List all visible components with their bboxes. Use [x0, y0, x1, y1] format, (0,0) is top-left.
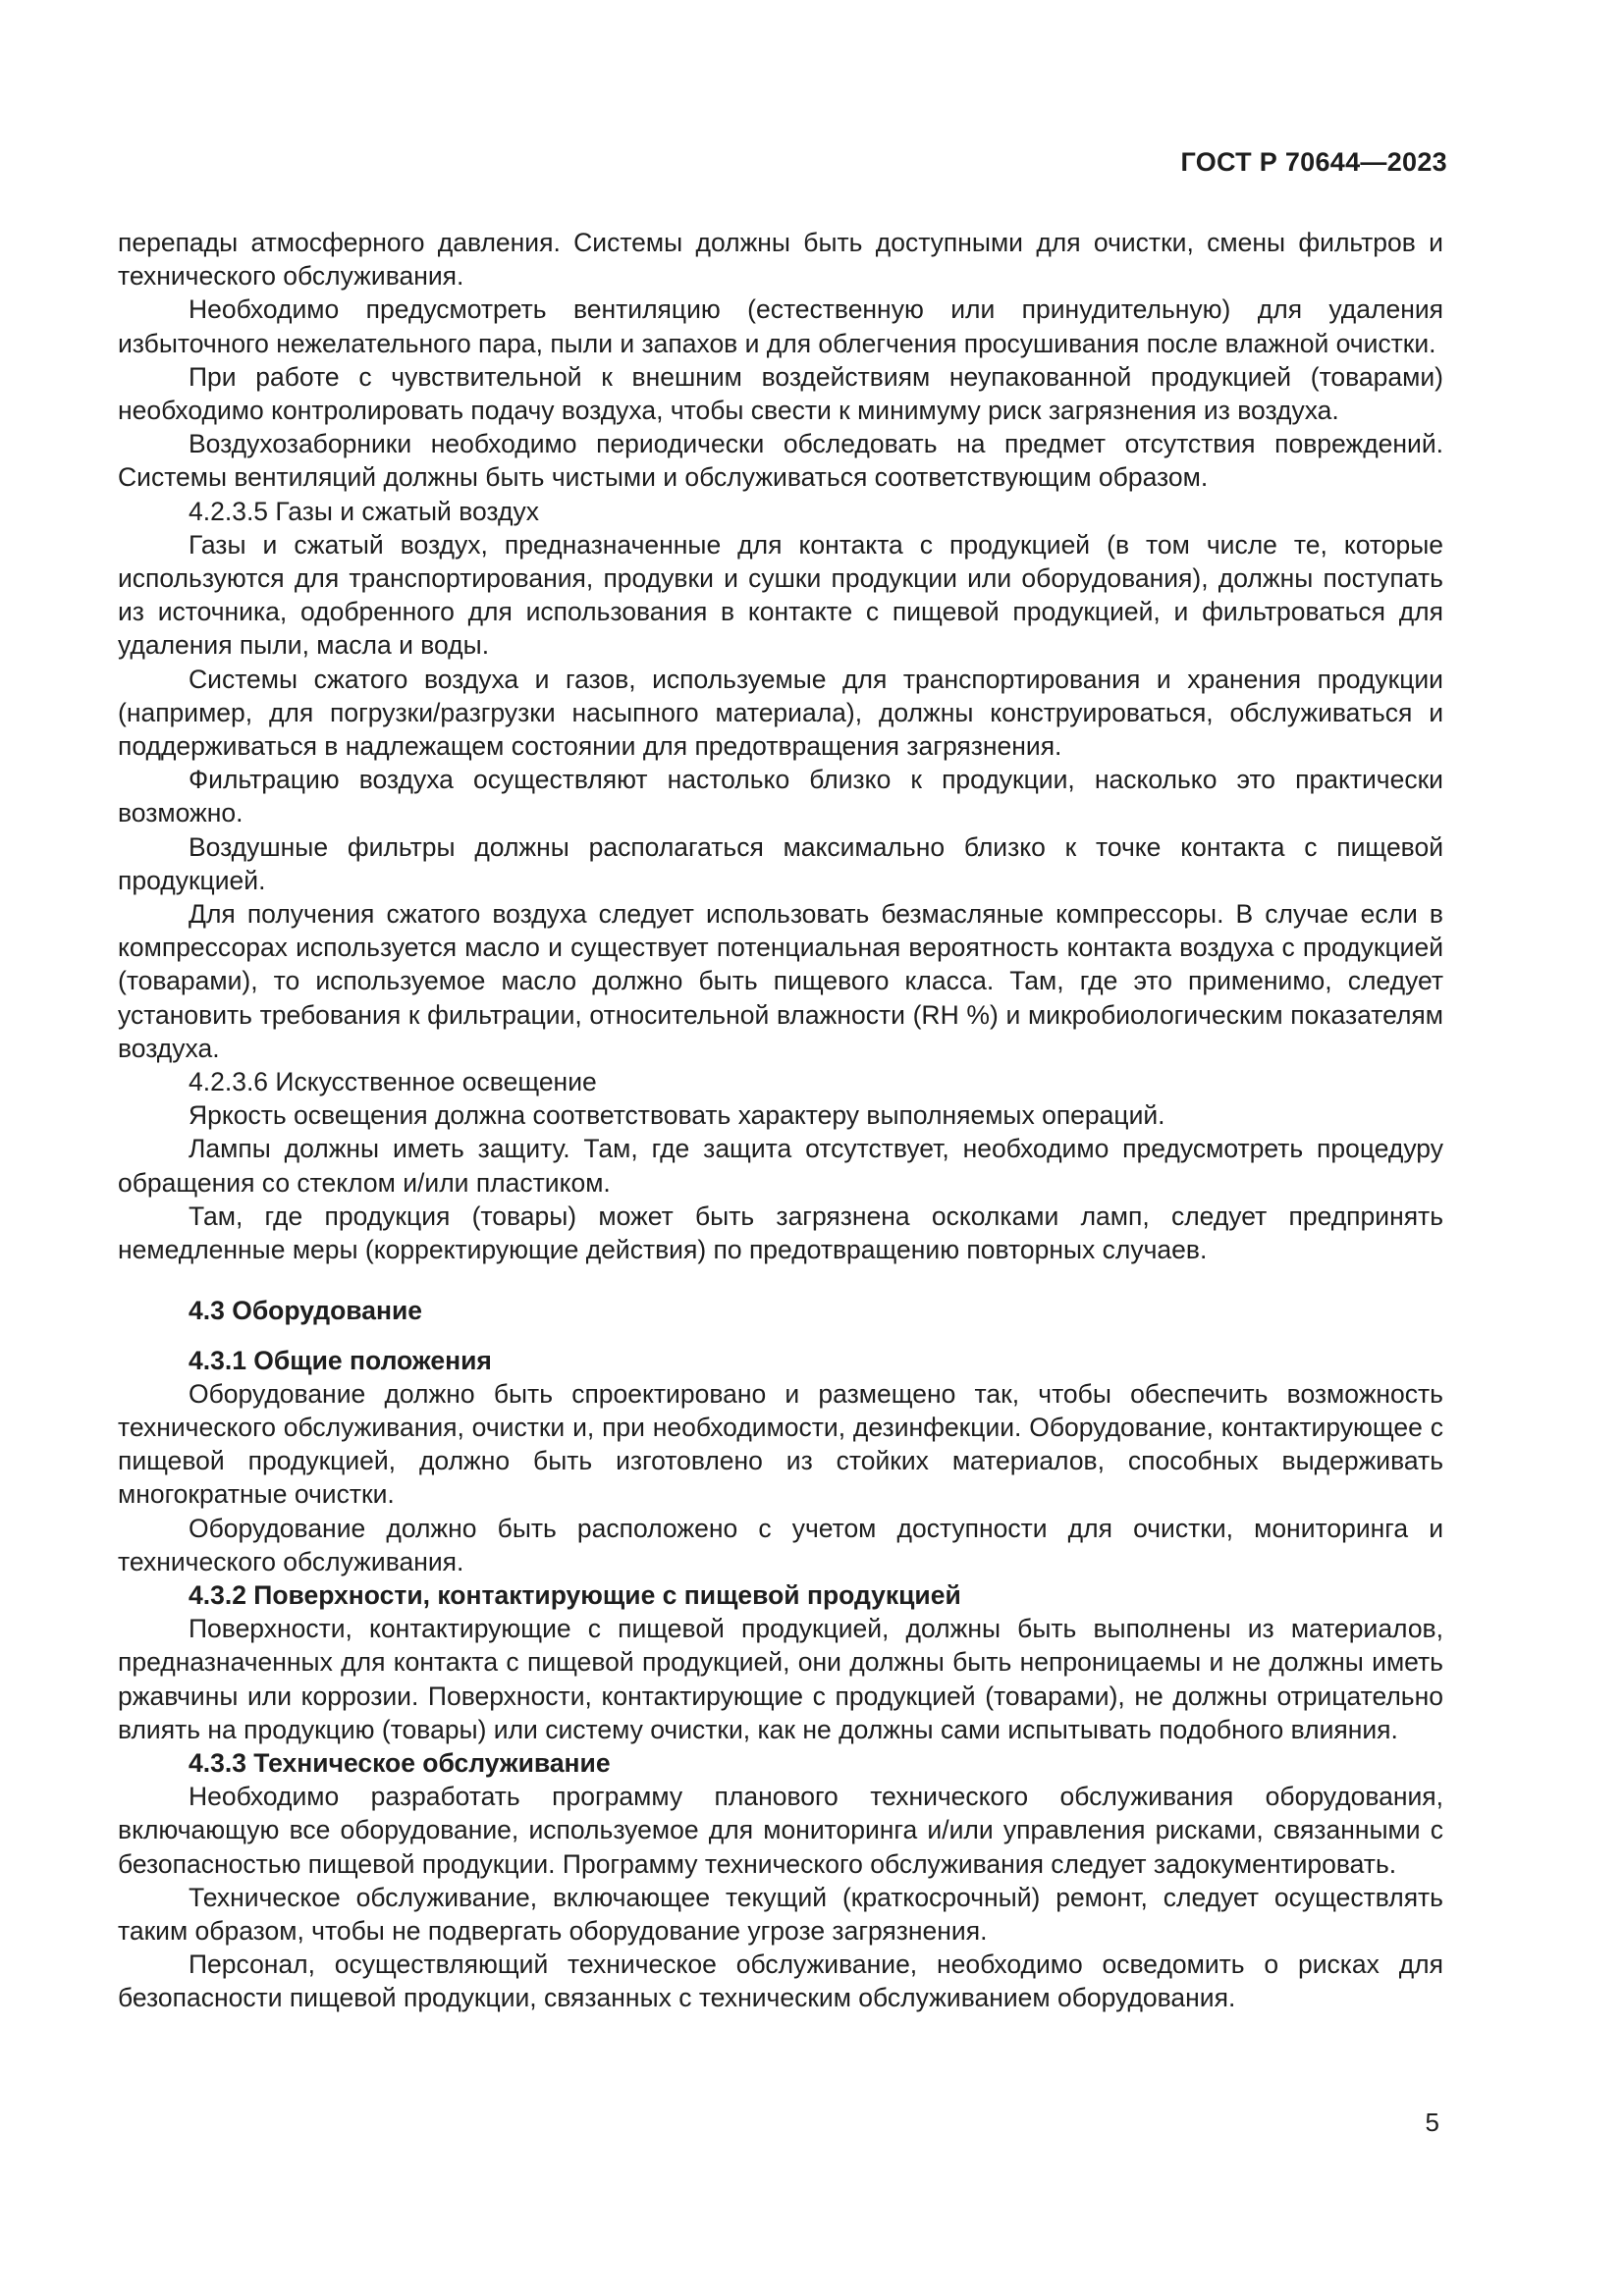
paragraph: Системы сжатого воздуха и газов, используемые для транспортирования и хранения продукции (например, для погрузки/разгрузки насыпного материала), должны конструироваться, обслуживаться и поддерживаться в надлежащем состоянии для предотвращения загрязнения.: [118, 664, 1443, 762]
paragraph: Техническое обслуживание, включающее текущий (краткосрочный) ремонт, следует осуществлять таким образом, чтобы не подвергать оборудование угрозе загрязнения.: [118, 1882, 1443, 1946]
subsection-heading-4-3-1: 4.3.1 Общие положения: [189, 1345, 492, 1375]
paragraph: Для получения сжатого воздуха следует использовать безмасляные компрессоры. В случае если в компрессорах используется масло и существует потенциальная вероятность контакта воздуха с продукцией (товарами), то используемое масло должно быть пищевого класса. Там, где это применимо, следует установить требования к фильтрации, относительной влажности (RH %) и микробиологическим показателям воздуха.: [118, 899, 1443, 1063]
paragraph: перепады атмосферного давления. Системы должны быть доступными для очистки, смены фильтров и технического обслуживания.: [118, 228, 1443, 292]
document-code-header: ГОСТ Р 70644—2023: [1180, 147, 1447, 177]
paragraph: Поверхности, контактирующие с пищевой продукцией, должны быть выполнены из материалов, предназначенных для контакта с пищевой продукцией, они должны быть непроницаемы и не должны иметь ржавчины или коррозии. Поверхности, контактирующие с продукцией (товарами), не должны отрицательно влиять на продукцию (товары) или систему очистки, как не должны сами испытывать подобного влияния.: [118, 1614, 1443, 1744]
section-heading-4-3: 4.3 Оборудование: [189, 1296, 423, 1326]
subsection-heading-4-3-2: 4.3.2 Поверхности, контактирующие с пищевой продукцией: [189, 1579, 961, 1610]
paragraph: Необходимо разработать программу планового технического обслуживания оборудования, включающую все оборудование, используемое для мониторинга и/или управления рисками, связанными с безопасностью пищевой продукции. Программу технического обслуживания следует задокументировать.: [118, 1782, 1443, 1879]
paragraph: Оборудование должно быть расположено с учетом доступности для очистки, мониторинга и технического обслуживания.: [118, 1513, 1443, 1576]
paragraph: Лампы должны иметь защиту. Там, где защита отсутствует, необходимо предусмотреть процедуру обращения со стеклом и/или пластиком.: [118, 1134, 1443, 1198]
paragraph: Воздухозаборники необходимо периодически обследовать на предмет отсутствия повреждений. Системы вентиляций должны быть чистыми и обслуживаться соответствующим образом.: [118, 429, 1443, 493]
page-number: 5: [1425, 2108, 1439, 2137]
paragraph: Яркость освещения должна соответствовать характеру выполняемых операций.: [189, 1100, 1165, 1131]
subsection-heading-4-3-3: 4.3.3 Техническое обслуживание: [189, 1747, 611, 1778]
document-body: [118, 226, 1443, 2015]
paragraph: Там, где продукция (товары) может быть загрязнена осколками ламп, следует предпринять немедленные меры (корректирующие действия) по предотвращению повторных случаев.: [118, 1201, 1443, 1265]
paragraph: Оборудование должно быть спроектировано и размещено так, чтобы обеспечить возможность технического обслуживания, очистки и, при необходимости, дезинфекции. Оборудование, контактирующее с пищевой продукцией, должно быть изготовлено из стойких материалов, способных выдерживать многократные очистки.: [118, 1378, 1443, 1510]
clause-heading-4-2-3-6: 4.2.3.6 Искусственное освещение: [189, 1067, 597, 1097]
paragraph: Газы и сжатый воздух, предназначенные для контакта с продукцией (в том числе те, которые используются для транспортирования, продувки и сушки продукции или оборудования), должны поступать из источника, одобренного для использования в контакте с пищевой продукцией, и фильтроваться для удаления пыли, масла и воды.: [118, 529, 1443, 661]
paragraph: Необходимо предусмотреть вентиляцию (естественную или принудительную) для удаления избыточного нежелательного пара, пыли и запахов и для облегчения просушивания после влажной очистки.: [118, 294, 1443, 358]
paragraph: При работе с чувствительной к внешним воздействиям неупакованной продукцией (товарами) необходимо контролировать подачу воздуха, чтобы свести к минимуму риск загрязнения из воздуха.: [118, 361, 1443, 426]
clause-heading-4-2-3-5: 4.2.3.5 Газы и сжатый воздух: [189, 496, 539, 526]
paragraph: Фильтрацию воздуха осуществляют настолько близко к продукции, насколько это практически возможно.: [118, 765, 1443, 828]
paragraph: Воздушные фильтры должны располагаться максимально близко к точке контакта с пищевой продукцией.: [118, 831, 1443, 895]
paragraph: Персонал, осуществляющий техническое обслуживание, необходимо осведомить о рисках для безопасности пищевой продукции, связанных с техническим обслуживанием оборудования.: [118, 1949, 1443, 2013]
